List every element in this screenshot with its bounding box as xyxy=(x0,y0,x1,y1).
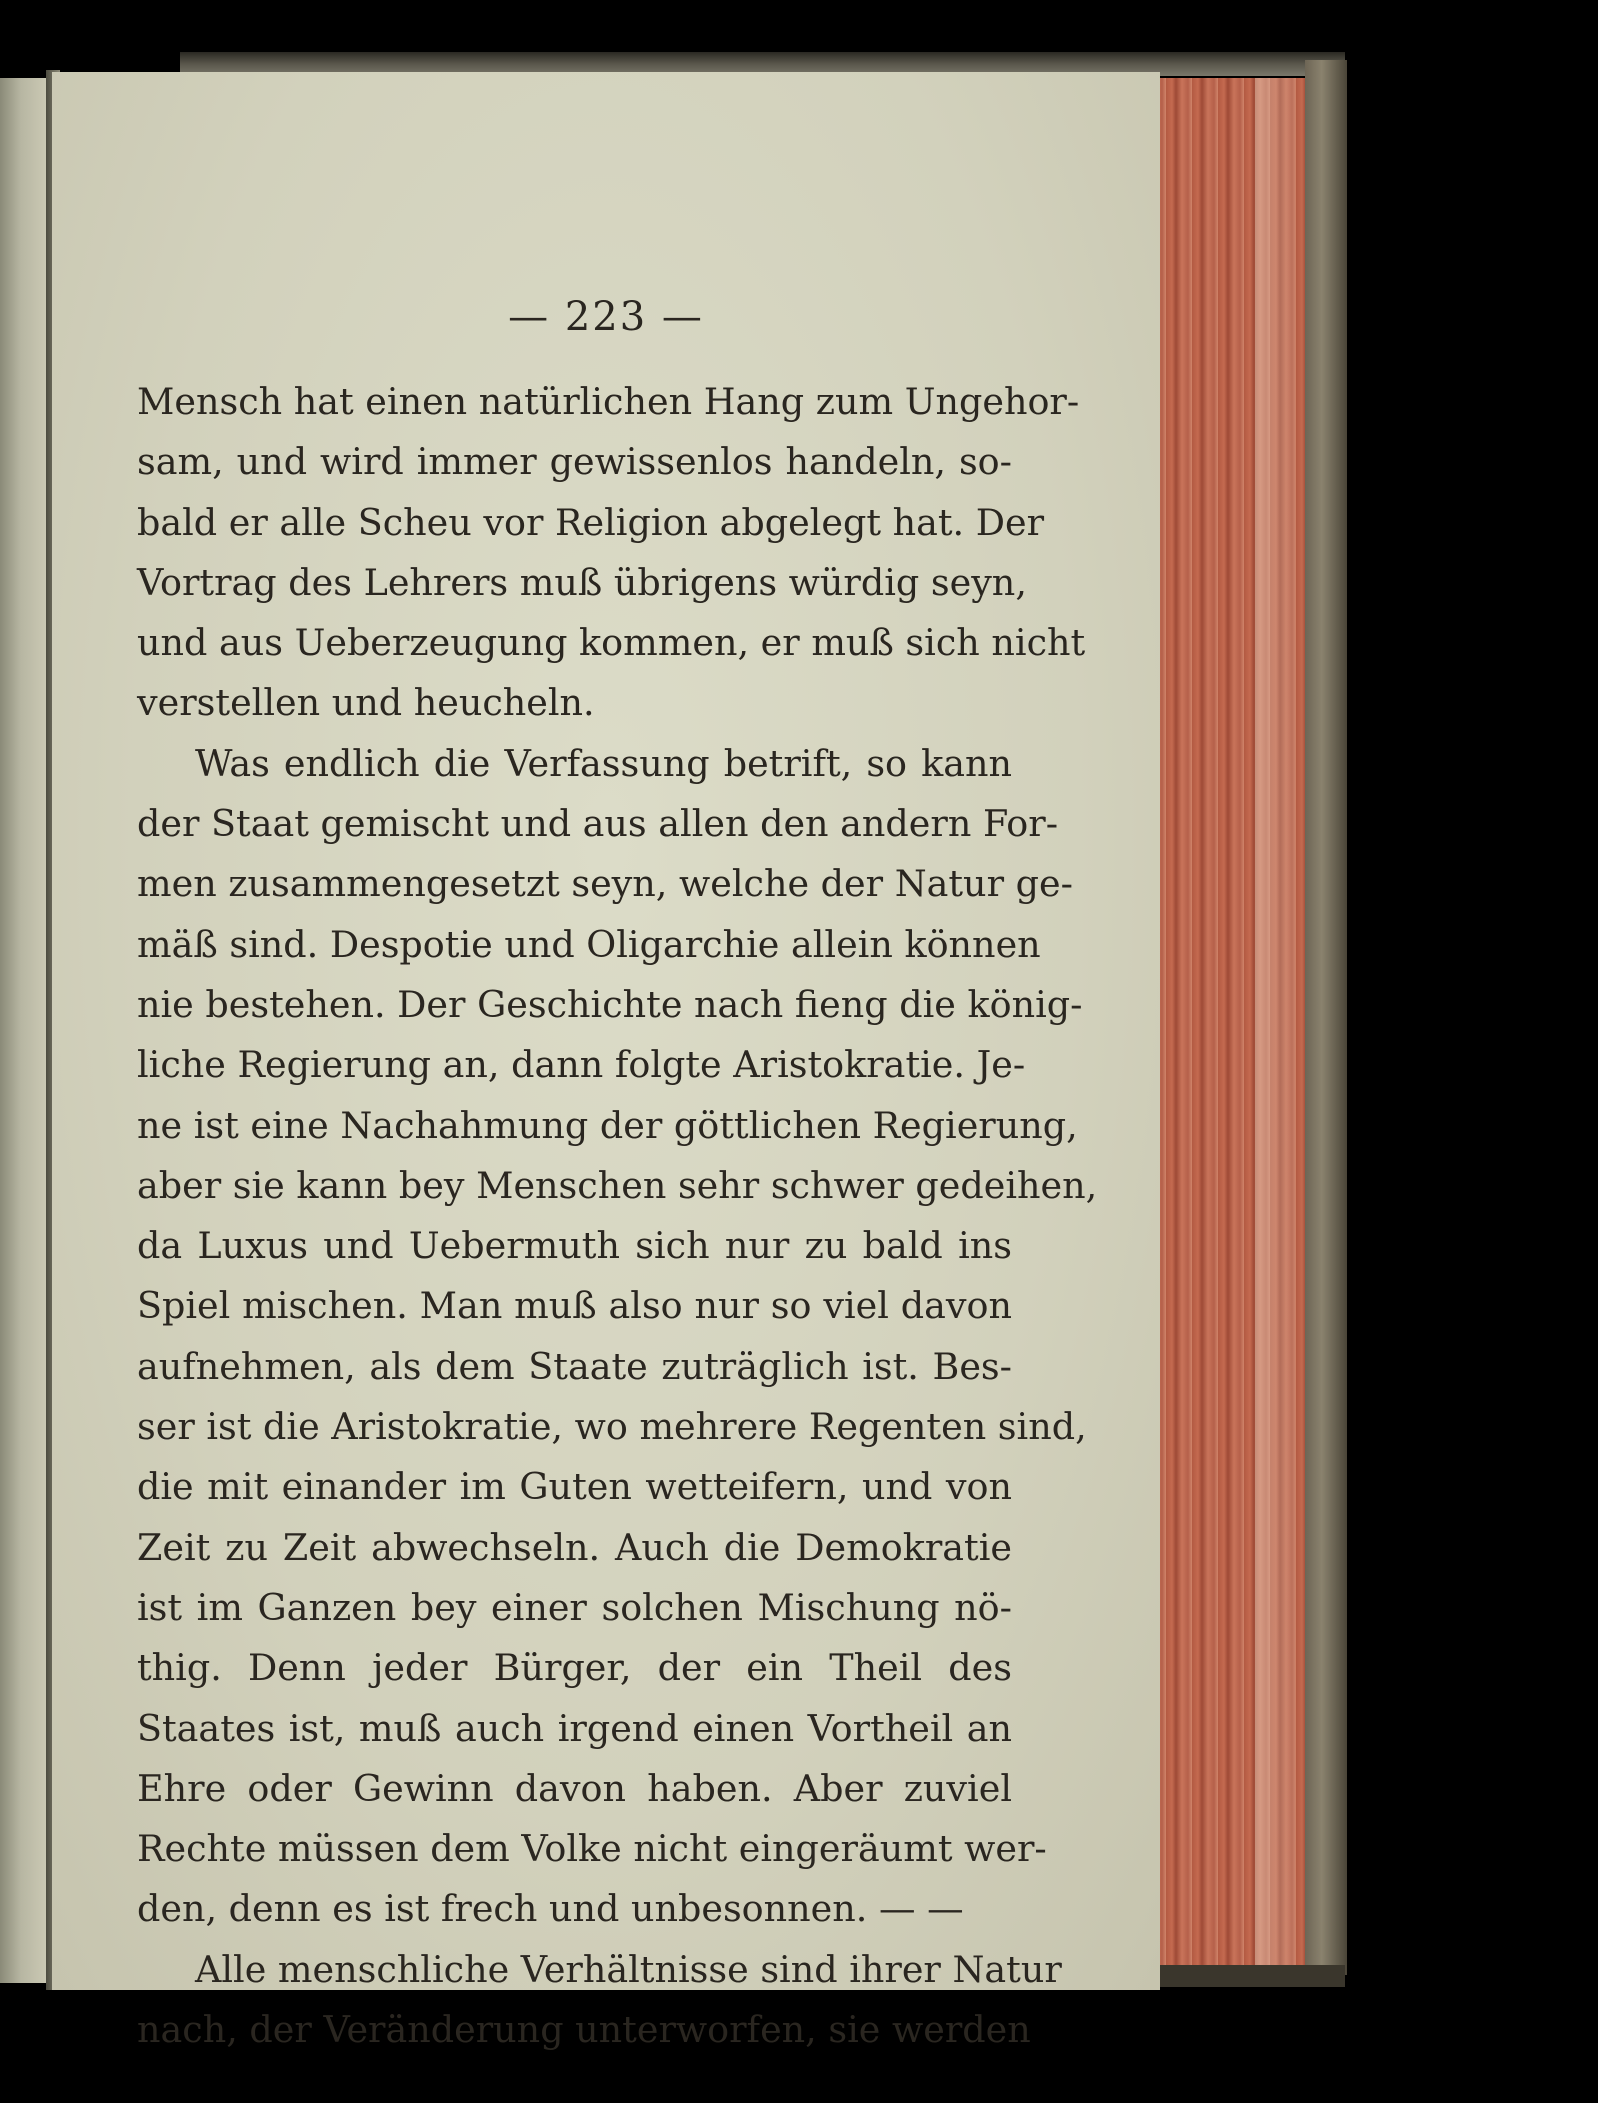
text-line: Zeit zu Zeit abwechseln. Auch die Demokratie xyxy=(137,1525,1012,1569)
text-line: und aus Ueberzeugung kommen, er muß sich nicht xyxy=(137,621,1086,665)
book-cover-bottom-edge xyxy=(1140,1965,1345,1987)
text-line: Was endlich die Verfassung betrift, so kann xyxy=(195,741,1012,785)
text-line: ist im Ganzen bey einer solchen Mischung nö- xyxy=(137,1585,1012,1629)
text-line: Staates ist, muß auch irgend einen Vortheil an xyxy=(137,1706,1012,1750)
text-line: men zusammengesetzt seyn, welche der Natur ge- xyxy=(137,862,1073,906)
text-line: liche Regierung an, dann folgte Aristokratie. Je- xyxy=(137,1043,1026,1087)
page-number: — 223 — xyxy=(508,294,704,340)
text-line: verstellen und heucheln. xyxy=(137,681,595,725)
text-line: thig. Denn jeder Bürger, der ein Theil des xyxy=(137,1646,1012,1690)
text-line: aufnehmen, als dem Staate zuträglich ist. Bes- xyxy=(137,1344,1012,1388)
book-page xyxy=(52,72,1160,2052)
text-line: den, denn es ist frech und unbesonnen. — — xyxy=(137,1887,964,1931)
text-line: ne ist eine Nachahmung der göttlichen Regierung, xyxy=(137,1103,1078,1147)
text-line: nach, der Veränderung unterworfen, sie werden xyxy=(137,2008,1031,2052)
previous-page-edge xyxy=(0,78,52,1983)
text-line: der Staat gemischt und aus allen den andern For- xyxy=(137,802,1059,846)
text-line: Mensch hat einen natürlichen Hang zum Ungehor- xyxy=(137,380,1080,423)
text-line: die mit einander im Guten wetteifern, und von xyxy=(137,1465,1012,1509)
text-line: bald er alle Scheu vor Religion abgelegt hat. Der xyxy=(137,500,1045,544)
text-line: ser ist die Aristokratie, wo mehrere Regenten sind, xyxy=(137,1405,1087,1449)
text-line: Vortrag des Lehrers muß übrigens würdig seyn, xyxy=(137,560,1027,604)
text-line: Alle menschliche Verhältnisse sind ihrer Natur xyxy=(195,1947,1062,1991)
text-line: Ehre oder Gewinn davon haben. Aber zuviel xyxy=(137,1766,1012,1810)
body-text xyxy=(137,372,1098,2060)
text-line: da Luxus und Uebermuth sich nur zu bald ins xyxy=(137,1224,1012,1268)
fore-edge-highlight xyxy=(1255,78,1295,1973)
text-line: aber sie kann bey Menschen sehr schwer gedeihen, xyxy=(137,1163,1098,1207)
text-line: mäß sind. Despotie und Oligarchie allein können xyxy=(137,922,1041,966)
text-line: Spiel mischen. Man muß also nur so viel davon xyxy=(137,1284,1012,1328)
text-line: nie bestehen. Der Geschichte nach fieng die könig- xyxy=(137,982,1083,1026)
text-line: sam, und wird immer gewissenlos handeln, so- xyxy=(137,440,1012,484)
text-line: Rechte müssen dem Volke nicht eingeräumt wer- xyxy=(137,1827,1047,1871)
book-cover-right-edge xyxy=(1305,60,1347,1975)
